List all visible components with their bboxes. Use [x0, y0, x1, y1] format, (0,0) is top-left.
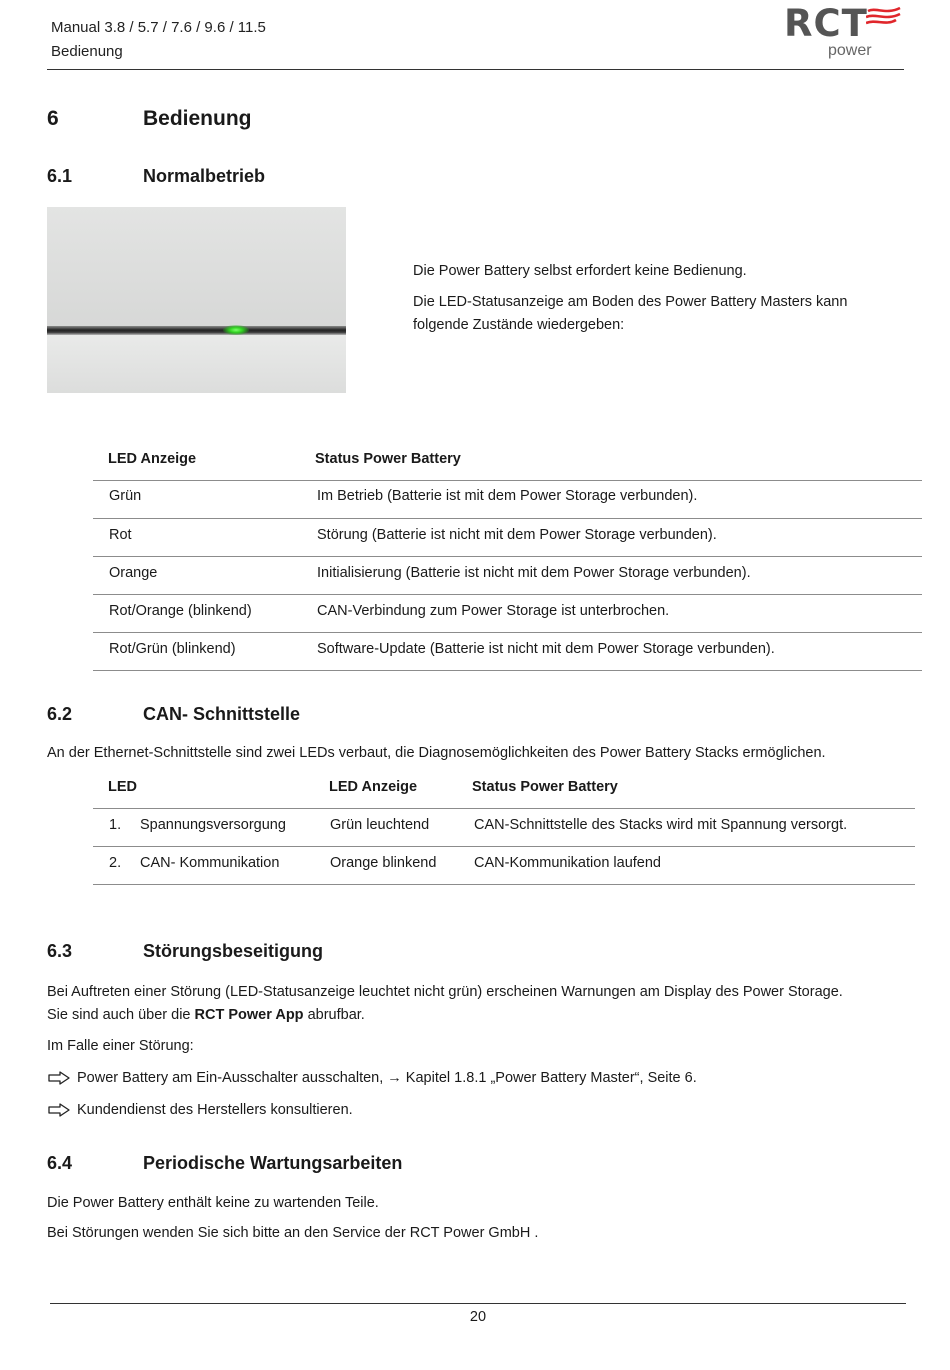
step-text: Power Battery am Ein-Ausschalter ausschalten, → Kapitel 1.8.1 „Power Battery Master“, Seite 6.: [77, 1070, 697, 1086]
table-cell-number: 2.: [109, 855, 122, 871]
logo-flag-icon: [866, 5, 902, 27]
table-cell-led: Rot/Orange (blinkend): [109, 603, 252, 619]
section-6-title: Bedienung: [143, 107, 252, 130]
section-6-2-title: CAN- Schnittstelle: [143, 704, 301, 724]
footer-rule: [50, 1303, 906, 1304]
step-text: Kundendienst des Herstellers konsultieren.: [77, 1102, 353, 1118]
section-6-1-para2-line1: Die LED-Statusanzeige am Boden des Power Battery Masters kann: [413, 294, 848, 310]
section-6-3-para1-line1: Bei Auftreten einer Störung (LED-Statusanzeige leuchtet nicht grün) erscheinen Warnungen am Display des Power Storage.: [47, 984, 843, 1000]
table-cell-led: CAN- Kommunikation: [140, 855, 280, 871]
section-6-2-intro: An der Ethernet-Schnittstelle sind zwei LEDs verbaut, die Diagnosemöglichkeiten des Power Battery Stacks ermöglichen.: [47, 745, 826, 761]
header-rule: [47, 69, 904, 70]
header-section-line: Bedienung: [51, 43, 123, 60]
battery-led-photo: [47, 207, 346, 393]
table-cell-led: Rot: [109, 527, 132, 543]
section-6-1-para1: Die Power Battery selbst erfordert keine Bedienung.: [413, 263, 747, 279]
header-manual-line: Manual 3.8 / 5.7 / 7.6 / 9.6 / 11.5: [51, 19, 266, 36]
logo-power-text: power: [828, 42, 872, 59]
table-cell-led: Rot/Grün (blinkend): [109, 641, 236, 657]
section-6-1-para2-line2: folgende Zustände wiedergeben:: [413, 317, 625, 333]
section-6-4-para1: Die Power Battery enthält keine zu wartenden Teile.: [47, 1195, 379, 1211]
table-cell-status: CAN-Verbindung zum Power Storage ist unterbrochen.: [317, 603, 670, 619]
table-header-led-anzeige: LED Anzeige: [329, 779, 418, 795]
table-header-led: LED: [108, 779, 137, 795]
table-cell-led: Orange: [109, 565, 158, 581]
section-6-4-number: 6.4: [47, 1153, 73, 1173]
green-led-icon: [223, 325, 249, 335]
section-6-1-title: Normalbetrieb: [143, 166, 266, 186]
page-number: 20: [469, 1309, 487, 1325]
table-header-led-anzeige: LED Anzeige: [108, 451, 197, 467]
table-cell-anzeige: Orange blinkend: [330, 855, 437, 871]
table-cell-status: CAN-Kommunikation laufend: [474, 855, 661, 871]
section-6-4-title: Periodische Wartungsarbeiten: [143, 1153, 403, 1173]
table-cell-number: 1.: [109, 817, 122, 833]
table-cell-status: Software-Update (Batterie ist nicht mit dem Power Storage verbunden).: [317, 641, 775, 657]
para-text: abrufbar.: [303, 1007, 365, 1023]
rct-power-logo: [784, 2, 904, 64]
section-6-3-title: Störungsbeseitigung: [143, 941, 323, 961]
section-6-4-para2: Bei Störungen wenden Sie sich bitte an den Service der RCT Power GmbH .: [47, 1225, 539, 1241]
section-6-3-para2: Im Falle einer Störung:: [47, 1038, 194, 1054]
logo-rct-text: RCT: [784, 2, 868, 45]
hollow-arrow-right-icon: [48, 1103, 70, 1117]
section-6-2-number: 6.2: [47, 704, 73, 724]
table-header-status: Status Power Battery: [315, 451, 461, 467]
table-cell-status: Im Betrieb (Batterie ist mit dem Power Storage verbunden).: [317, 488, 698, 504]
table-cell-status: Störung (Batterie ist nicht mit dem Power Storage verbunden).: [317, 527, 717, 543]
table-cell-anzeige: Grün leuchtend: [330, 817, 430, 833]
table-cell-status: CAN-Schnittstelle des Stacks wird mit Spannung versorgt.: [474, 817, 848, 833]
section-6-3-number: 6.3: [47, 941, 73, 961]
rct-power-app-text: RCT Power App: [194, 1007, 304, 1023]
table-header-status: Status Power Battery: [472, 779, 618, 795]
table-cell-led: Grün: [109, 488, 142, 504]
section-6-number: 6: [47, 107, 59, 130]
section-6-3-para1-line2: [47, 1004, 365, 1027]
table-cell-led: Spannungsversorgung: [140, 817, 286, 833]
hollow-arrow-right-icon: [48, 1071, 70, 1085]
section-6-1-number: 6.1: [47, 166, 73, 186]
table-cell-status: Initialisierung (Batterie ist nicht mit dem Power Storage verbunden).: [317, 565, 751, 581]
para-text: Sie sind auch über die: [47, 1007, 195, 1023]
